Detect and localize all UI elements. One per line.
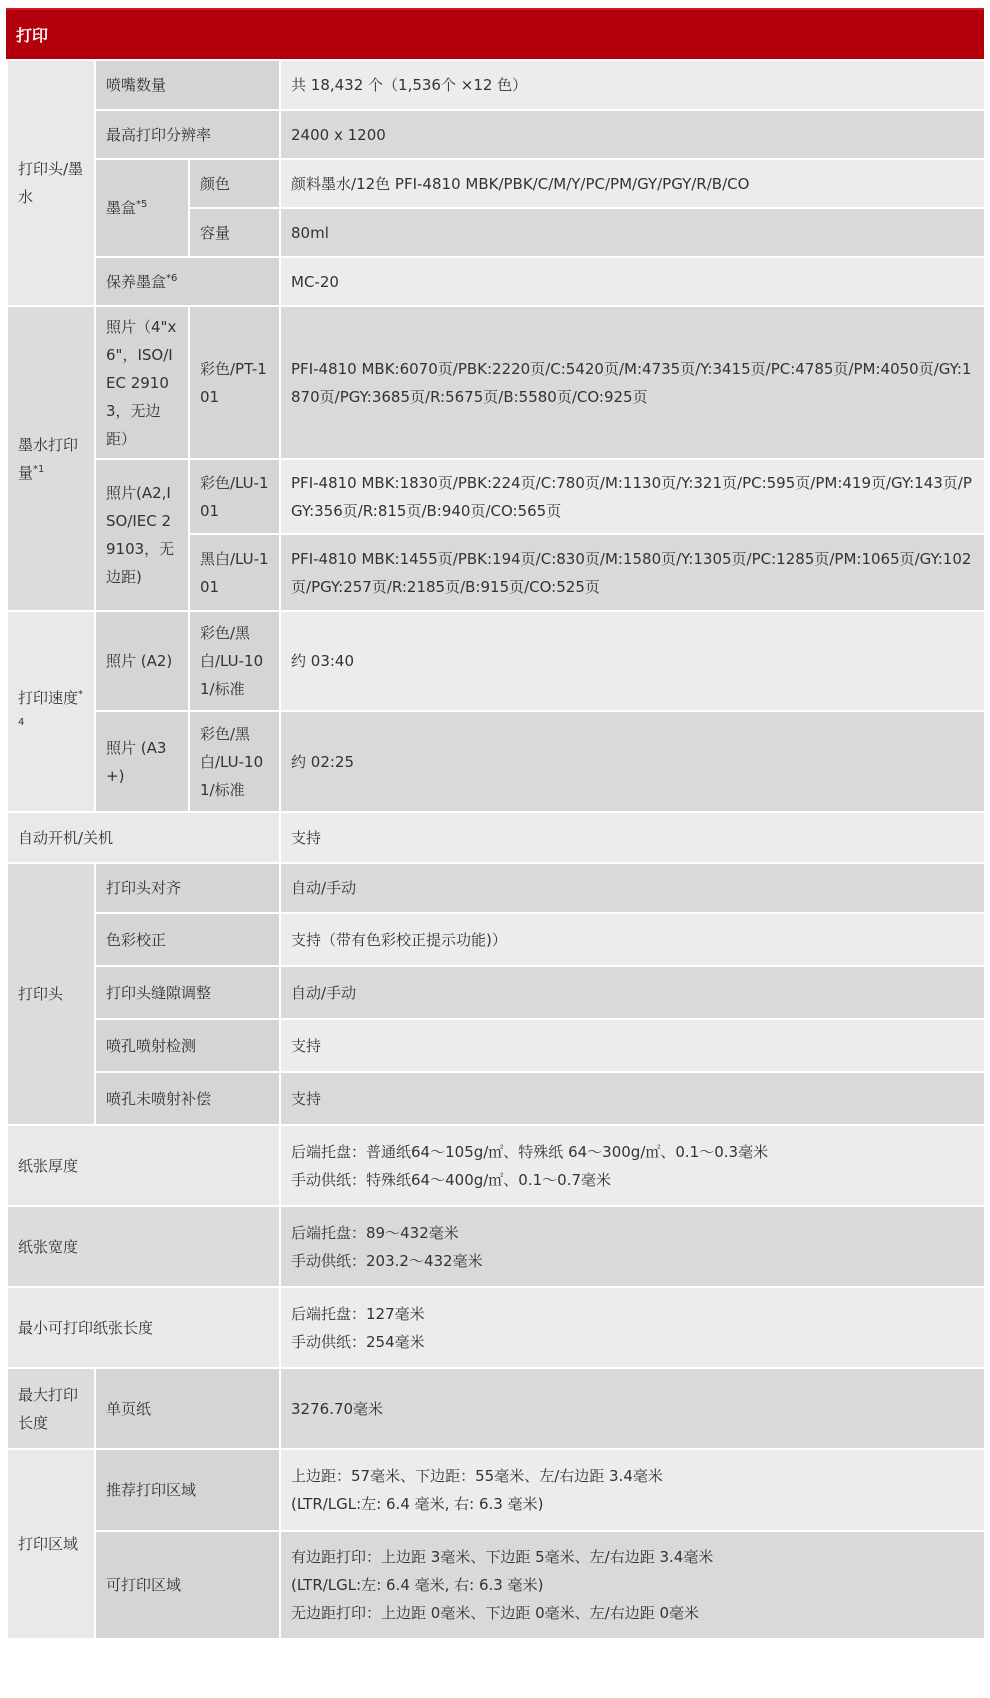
spec-label-maintenance: 保养墨盒$^{*6}$ [95,257,280,306]
spec-label: 照片(A2,ISO/IEC 29103，无边距) [95,459,189,611]
spec-value: 后端托盘：127毫米 手动供纸：254毫米 [280,1287,985,1368]
spec-label: 喷孔喷射检测 [95,1019,280,1072]
spec-sublabel: 黑白/LU-101 [189,534,280,611]
table-row [7,110,985,159]
section-header [6,8,984,59]
spec-value: 后端托盘：89～432毫米 手动供纸：203.2～432毫米 [280,1206,985,1287]
spec-value: PFI-4810 MBK:6070页/PBK:2220页/C:5420页/M:4735页/Y:3415页/PC:4785页/PM:4050页/GY:1870页/PGY:3685页/R:5675页/B:5580页/CO:925页 [280,306,985,459]
table-row [7,159,985,208]
group-label-print-area: 打印区域 [7,1449,95,1639]
table-row [7,306,985,459]
spec-label: 喷嘴数量 [95,60,280,110]
spec-value: 约 02:25 [280,711,985,812]
table-row [7,913,985,966]
spec-value: 支持 [280,812,985,863]
spec-value: PFI-4810 MBK:1830页/PBK:224页/C:780页/M:1130页/Y:321页/PC:595页/PM:419页/GY:143页/PGY:356页/R:815页/B:940页/CO:565页 [280,459,985,534]
table-row [7,611,985,711]
spec-sublabel: 彩色/黑白/LU-101/标准 [189,711,280,812]
group-label-printhead-ink: 打印头/墨水 [7,60,95,306]
spec-value: MC-20 [280,257,985,306]
table-row [7,1287,985,1368]
spec-label: 照片 (A2) [95,611,189,711]
spec-label: 自动开机/关机 [7,812,280,863]
spec-table [6,59,986,1640]
spec-value: 有边距打印：上边距 3毫米、下边距 5毫米、左/右边距 3.4毫米 (LTR/LGL:左: 6.4 毫米, 右: 6.3 毫米) 无边距打印：上边距 0毫米、下边距 0毫米、左/右边距 0毫米 [280,1531,985,1639]
spec-label: 色彩校正 [95,913,280,966]
spec-value: 80ml [280,208,985,257]
table-row [7,60,985,110]
spec-label: 照片 (A3+) [95,711,189,812]
spec-sublabel: 彩色/黑白/LU-101/标准 [189,611,280,711]
table-row [7,257,985,306]
table-row [7,966,985,1019]
table-row [7,1206,985,1287]
table-row [7,1368,985,1449]
spec-value: 上边距：57毫米、下边距：55毫米、左/右边距 3.4毫米 (LTR/LGL:左: 6.4 毫米, 右: 6.3 毫米) [280,1449,985,1531]
spec-sheet [6,8,984,1640]
group-label-speed: 打印速度$^{*4}$ [7,611,95,812]
spec-sublabel: 单页纸 [95,1368,280,1449]
spec-label: 可打印区域 [95,1531,280,1639]
spec-value: 自动/手动 [280,966,985,1019]
group-label-ink-yield: 墨水打印量$^{*1}$ [7,306,95,611]
table-row [7,1019,985,1072]
spec-value: 自动/手动 [280,863,985,913]
spec-sublabel: 彩色/LU-101 [189,459,280,534]
table-row [7,1449,985,1531]
spec-label: 照片（4"x6"，ISO/IEC 29103，无边距） [95,306,189,459]
table-row [7,1125,985,1206]
spec-label: 打印头对齐 [95,863,280,913]
spec-value: 支持（带有色彩校正提示功能)） [280,913,985,966]
spec-label-cartridge: 墨盒$^{*5}$ [95,159,189,257]
table-row [7,863,985,913]
section-title: 打印 [16,26,49,45]
spec-value: 共 18,432 个（1,536个 ×12 色） [280,60,985,110]
table-row [7,1531,985,1639]
spec-label: 纸张宽度 [7,1206,280,1287]
spec-label: 打印头缝隙调整 [95,966,280,1019]
spec-sublabel: 颜色 [189,159,280,208]
table-row [7,459,985,534]
spec-label: 推荐打印区域 [95,1449,280,1531]
spec-value: 支持 [280,1019,985,1072]
group-label-printhead: 打印头 [7,863,95,1125]
spec-value: PFI-4810 MBK:1455页/PBK:194页/C:830页/M:1580页/Y:1305页/PC:1285页/PM:1065页/GY:102页/PGY:257页/R:2185页/B:915页/CO:525页 [280,534,985,611]
spec-value: 颜料墨水/12色 PFI-4810 MBK/PBK/C/M/Y/PC/PM/GY/PGY/R/B/CO [280,159,985,208]
table-row [7,711,985,812]
spec-value: 3276.70毫米 [280,1368,985,1449]
spec-label: 纸张厚度 [7,1125,280,1206]
spec-value: 约 03:40 [280,611,985,711]
table-row [7,812,985,863]
spec-label: 喷孔未喷射补偿 [95,1072,280,1125]
spec-sublabel: 容量 [189,208,280,257]
spec-sublabel: 彩色/PT-101 [189,306,280,459]
spec-label: 最大打印长度 [7,1368,95,1449]
spec-value: 2400 x 1200 [280,110,985,159]
spec-label: 最小可打印纸张长度 [7,1287,280,1368]
table-row [7,1072,985,1125]
spec-label: 最高打印分辨率 [95,110,280,159]
spec-value: 后端托盘：普通纸64～105g/㎡、特殊纸 64～300g/㎡、0.1～0.3毫米 手动供纸：特殊纸64～400g/㎡、0.1～0.7毫米 [280,1125,985,1206]
spec-value: 支持 [280,1072,985,1125]
